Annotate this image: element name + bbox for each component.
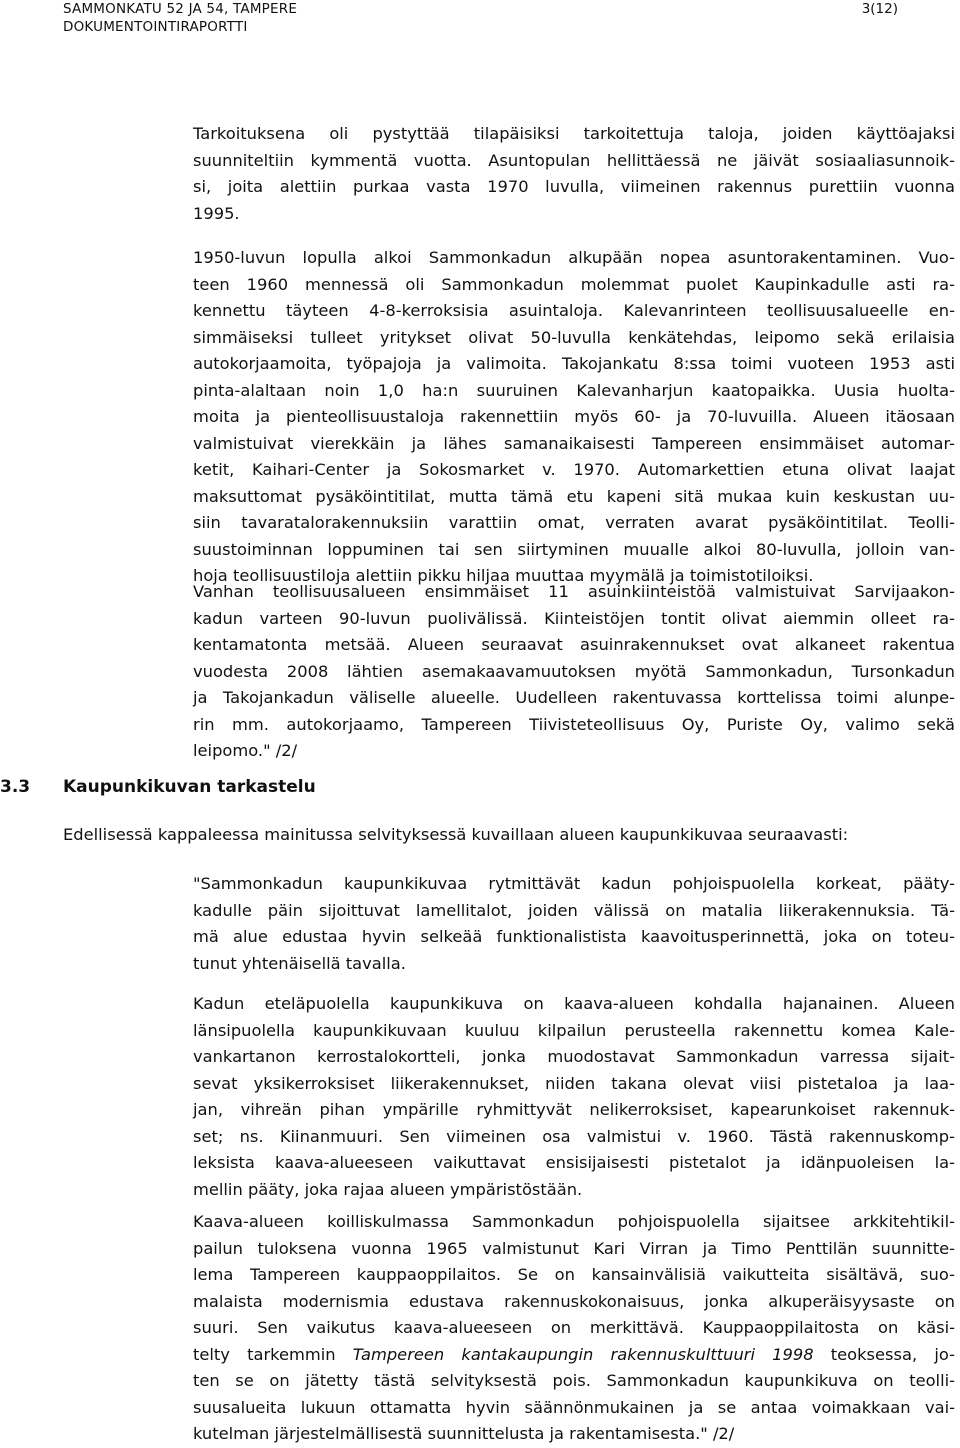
- text-line: malaista modernismia edustava rakennuskokonaisuus, jonka alkuperäisyysaste on: [193, 1291, 955, 1311]
- quote-paragraph-north-side: [193, 871, 955, 977]
- text-line: mellin pääty, joka rajaa alueen ympäristöstään.: [193, 1179, 583, 1199]
- text-line: rin mm. autokorjaamo, Tampereen Tiivisteteollisuus Oy, Puriste Oy, valimo sekä: [193, 714, 955, 734]
- text-line: simmäiseksi tulleet yritykset olivat 50-luvulla kenkätehdas, leipomo sekä erilaisia: [193, 327, 955, 347]
- section-title: Kaupunkikuvan tarkastelu: [63, 777, 316, 797]
- text-line: maksuttomat pysäköintitilat, mutta tämä etu kapeni sitä mukaa kuin keskustan uu-: [193, 486, 955, 506]
- document-header: [63, 0, 297, 36]
- text-line: Kadun eteläpuolella kaupunkikuva on kaava-alueen kohdalla hajanainen. Alueen: [193, 994, 955, 1013]
- text-line: pailun tuloksena vuonna 1965 valmistunut Kari Virran ja Timo Penttilän suunnitte-: [193, 1238, 955, 1258]
- quote-paragraph-business-school: [193, 1209, 955, 1448]
- text-line: suunniteltiin kymmentä vuotta. Asuntopulan hellittäessä ne jäivät sosiaaliasunnoik-: [193, 150, 955, 170]
- text-line: suusalueita lukuun ottamatta hyvin säännönmukainen ja se antaa voimakkaan vai-: [193, 1397, 955, 1417]
- text-line: Kaava-alueen koilliskulmassa Sammonkadun pohjoispuolella sijaitsee arkkitehtikil-: [193, 1212, 955, 1231]
- text-line: mä alue edustaa hyvin selkeää funktionalistista kaavoitusperinnettä, joka on toteu-: [193, 927, 955, 946]
- text-line: leksista kaava-alueeseen vaikuttavat ensisijaisesti pistetalot ja idänpuoleisen la-: [193, 1153, 955, 1172]
- text-line: vankartanon kerrostalokortteli, jonka muodostavat Sammonkadun varressa sijait-: [193, 1047, 955, 1066]
- text-line: kentamatonta metsää. Alueen seuraavat asuinrakennukset ovat alkaneet rakentua: [193, 635, 955, 654]
- section-heading: [0, 774, 316, 800]
- text-line: teen 1960 mennessä oli Sammonkadun molemmat puolet Kaupinkadulle asti ra-: [193, 274, 955, 294]
- book-title: Tampereen kantakaupungin rakennuskulttuuri 1998: [352, 1344, 814, 1364]
- text-line: kadun varteen 90-luvun puolivälissä. Kiinteistöjen tontit olivat aiemmin olleet ra-: [193, 608, 955, 628]
- text-line: Vanhan teollisuusalueen ensimmäiset 11 asuinkiinteistöä valmistuivat Sarvijaakon-: [193, 582, 955, 601]
- text-line: leipomo." /2/: [193, 741, 298, 760]
- text-line: ten se on jätetty tästä selvityksestä pois. Sammonkadun kaupunkikuva on teolli-: [193, 1371, 955, 1390]
- text-line: "Sammonkadun kaupunkikuvaa rytmittävät kadun pohjoispuolella korkeat, pääty-: [193, 874, 955, 893]
- text-line: tunut yhtenäisellä tavalla.: [193, 953, 406, 973]
- text-line: siin tavaratalorakennuksiin varattiin omat, verraten avarat pysäköintitilat. Teolli-: [193, 513, 955, 532]
- text-line: vuodesta 2008 lähtien asemakaavamuutoksen myötä Sammonkadun, Tursonkadun: [193, 661, 955, 681]
- text-line: pinta-alaltaan noin 1,0 ha:n suuruinen Kalevanharjun kaatopaikka. Uusia huolta-: [193, 380, 955, 400]
- header-document-type: DOKUMENTOINTIRAPORTTI: [63, 19, 248, 35]
- text-line: kutelman järjestelmällisestä suunnittelusta ja rakentamisesta." /2/: [193, 1424, 735, 1443]
- text-line: kennettu täyteen 4-8-kerroksisia asuintaloja. Kalevanrinteen teollisuusalueelle en-: [193, 301, 955, 320]
- text-line: si, joita alettiin purkaa vasta 1970 luvulla, viimeinen rakennus purettiin vuonna: [193, 177, 955, 196]
- section-number: 3.3: [0, 777, 31, 797]
- text-line: jan, vihreän pihan ympärille ryhmittyvät nelikerroksiset, kapearunkoiset rakennuk-: [193, 1100, 955, 1119]
- text-line: suuri. Sen vaikutus kaava-alueeseen on merkittävä. Kauppaoppilaitosta on käsi-: [193, 1318, 955, 1337]
- text-line: ketit, Kaihari-Center ja Sokosmarket v. 1970. Automarkettien etuna olivat laajat: [193, 460, 955, 479]
- section-intro: Edellisessä kappaleessa mainitussa selvityksessä kuvaillaan alueen kaupunkikuvaa seuraavasti:: [63, 825, 849, 844]
- text-line: valmistuivat vierekkäin ja lähes samanaikaisesti Tampereen ensimmäiset automar-: [193, 433, 955, 453]
- text-line: Tarkoituksena oli pystyttää tilapäisiksi tarkoitettuja taloja, joiden käyttöajaksi: [193, 124, 955, 143]
- text-segment: teoksessa, jo-: [813, 1344, 955, 1364]
- text-line: 1950-luvun lopulla alkoi Sammonkadun alkupään nopea asuntorakentaminen. Vuo-: [193, 248, 955, 267]
- quote-paragraph-south-side: [193, 991, 955, 1203]
- paragraph-industrial-area: [193, 579, 955, 765]
- text-line: kadulle päin sijoittuvat lamellitalot, joiden välissä on matalia liikerakennuksia. Tä-: [193, 900, 955, 920]
- page-number: 3(12): [861, 1, 898, 17]
- text-line: länsipuolella kaupunkikuvaan kuuluu kilpailun perusteella rakennettu komea Kale-: [193, 1020, 955, 1040]
- text-line: autokorjaamoita, työpajoja ja valimoita. Takojankatu 8:ssa toimi vuoteen 1953 asti: [193, 354, 955, 373]
- text-segment: telty tarkemmin: [193, 1344, 353, 1364]
- text-line: hoja teollisuustiloja alettiin pikku hiljaa muuttaa myymälä ja toimistotiloiksi.: [193, 566, 814, 585]
- text-line: set; ns. Kiinanmuuri. Sen viimeinen osa valmistui v. 1960. Tästä rakennuskomp-: [193, 1126, 955, 1146]
- text-line: sevat yksikerroksiset liikerakennukset, niiden takana olevat viisi pistetaloa ja laa-: [193, 1073, 955, 1093]
- text-line: [193, 1342, 955, 1369]
- text-line: 1995.: [193, 203, 240, 223]
- paragraph-1950s-construction: [193, 245, 955, 590]
- paragraph-temporary-houses: [193, 121, 955, 227]
- text-line: suustoiminnan loppuminen tai sen siirtyminen muualle alkoi 80-luvulla, jolloin van-: [193, 539, 955, 559]
- text-line: ja Takojankadun väliselle alueelle. Uudelleen rakentuvassa korttelissa toimi alunpe-: [193, 688, 955, 707]
- text-line: lema Tampereen kauppaoppilaitos. Se on kansainvälisiä vaikutteita sisältävä, suo-: [193, 1265, 955, 1284]
- header-address: SAMMONKATU 52 JA 54, TAMPERE: [63, 1, 298, 17]
- text-line: moita ja pienteollisuustaloja rakennettiin myös 60- ja 70-luvuilla. Alueen itäosaan: [193, 407, 955, 426]
